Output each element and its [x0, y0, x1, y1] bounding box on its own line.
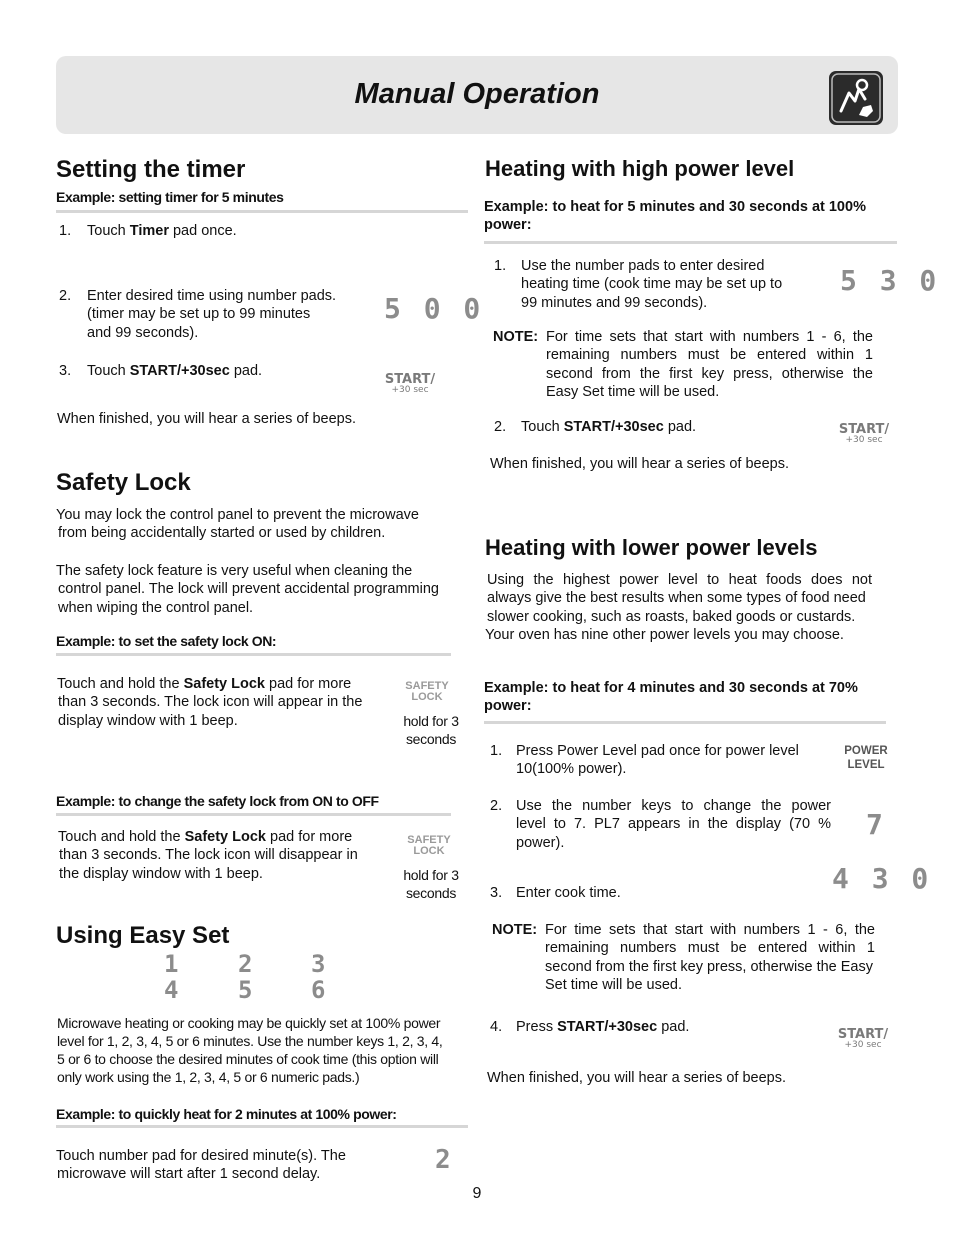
- safety-off-text: Touch and hold the Safety Lock pad for more than 3 seconds. The lock icon will disappear in the display window with 1 beep.: [58, 829, 358, 882]
- safety-example-off: Example: to change the safety lock from ON to OFF: [56, 793, 379, 809]
- power-level-key-icon: POWER LEVEL: [844, 745, 888, 771]
- easy-key-2: 2: [238, 950, 256, 978]
- divider: [484, 721, 886, 724]
- start-key-icon: START/ +30 sec: [384, 372, 436, 395]
- hand-touch-icon: [829, 71, 883, 125]
- page-title: Manual Operation: [354, 78, 600, 110]
- timer-step-1: Touch Timer pad once.: [87, 223, 237, 239]
- low-finish: When finished, you will hear a series of beeps.: [487, 1070, 787, 1086]
- easy-description: Microwave heating or cooking may be quickly set at 100% power level for 1, 2, 3, 4, 5 or 6 minutes. Use the number keys 1, 2, 3, 4, 5 or 6 to choose the desired minutes of cook time (this option will only work using the 1, 2, 3, 4, 5 or 6 numeric pads.): [57, 1015, 443, 1085]
- high-step-1: Use the number pads to enter desired heating time (cook time may be set up to 99 minutes and 99 seconds).: [521, 258, 783, 311]
- safety-on-text: Touch and hold the Safety Lock pad for more than 3 seconds. The lock icon will appear in the display window with 1 beep.: [57, 676, 363, 729]
- display-readout: 5 0 0: [384, 292, 484, 325]
- low-step-2: Use the number keys to change the power level to 7. PL7 appears in the display (70 % power).: [516, 798, 831, 851]
- start-key-icon: START/ +30 sec: [837, 1027, 889, 1050]
- high-example: Example: to heat for 5 minutes and 30 seconds at 100% power:: [484, 199, 866, 233]
- safety-intro-1: You may lock the control panel to prevent the microwave from being accidentally started or used by children.: [56, 507, 419, 542]
- timer-step-3: Touch START/+30sec pad.: [87, 363, 263, 379]
- timer-finish: When finished, you will hear a series of beeps.: [57, 411, 357, 427]
- safety-heading: Safety Lock: [56, 469, 191, 496]
- safety-intro-2: The safety lock feature is very useful when cleaning the control panel. The lock will prevent accidental programming when wiping the control panel.: [56, 563, 439, 616]
- divider: [56, 813, 451, 816]
- high-note: NOTE: For time sets that start with numbers 1 - 6, the remaining numbers must be entered within 1 second from the first key press, otherwise the Easy Set time will be used.: [493, 329, 873, 400]
- safety-lock-key-icon: SAFETY LOCK: [407, 834, 451, 857]
- high-step-2: Touch START/+30sec pad.: [521, 419, 697, 435]
- divider: [56, 653, 451, 656]
- easy-key-5: 5: [238, 976, 256, 1004]
- header-banner: [56, 56, 898, 134]
- safety-example-on: Example: to set the safety lock ON:: [56, 633, 277, 649]
- safety-lock-key-icon: SAFETY LOCK: [405, 680, 449, 703]
- easy-step: Touch number pad for desired minute(s). The microwave will start after 1 second delay.: [56, 1148, 346, 1183]
- divider: [56, 210, 468, 213]
- page-number: 9: [472, 1185, 482, 1202]
- timer-step-2: Enter desired time using number pads. (timer may be set up to 99 minutes and 99 seconds).: [87, 288, 337, 341]
- timer-example: Example: setting timer for 5 minutes: [56, 189, 284, 205]
- hold-note: hold for 3 seconds: [403, 713, 459, 747]
- display-readout: 4 3 0: [832, 862, 932, 895]
- low-intro: Using the highest power level to heat foods does not always give the best results when some types of food need slower cooking, such as roasts, baked goods or custards. Your oven has nine other power levels you may choose.: [485, 572, 872, 643]
- hold-note: hold for 3 seconds: [403, 867, 459, 901]
- easy-example: Example: to quickly heat for 2 minutes at 100% power:: [56, 1106, 397, 1122]
- low-heading: Heating with lower power levels: [485, 535, 818, 560]
- divider: [484, 241, 897, 244]
- easy-heading: Using Easy Set: [56, 922, 230, 949]
- low-example: Example: to heat for 4 minutes and 30 seconds at 70% power:: [484, 680, 858, 714]
- display-readout: 2: [435, 1145, 454, 1175]
- low-step-1: Press Power Level pad once for power level 10(100% power).: [516, 743, 799, 778]
- start-key-icon: START/ +30 sec: [838, 422, 890, 445]
- display-readout: 5 3 0: [840, 264, 940, 297]
- high-finish: When finished, you will hear a series of beeps.: [490, 456, 790, 472]
- display-readout: 7: [866, 808, 886, 841]
- easy-key-1: 1: [164, 950, 182, 978]
- easy-key-6: 6: [311, 976, 329, 1004]
- low-step-3: Enter cook time.: [516, 885, 621, 901]
- easy-key-4: 4: [164, 976, 182, 1004]
- low-note: NOTE: For time sets that start with numbers 1 - 6, the remaining numbers must be entered within 1 second from the first key press, otherwise the Easy Set time will be used.: [492, 922, 875, 993]
- easy-key-3: 3: [311, 950, 329, 978]
- timer-heading: Setting the timer: [56, 156, 246, 183]
- low-step-4: Press START/+30sec pad.: [516, 1019, 690, 1035]
- high-heading: Heating with high power level: [485, 156, 795, 181]
- divider: [56, 1125, 468, 1128]
